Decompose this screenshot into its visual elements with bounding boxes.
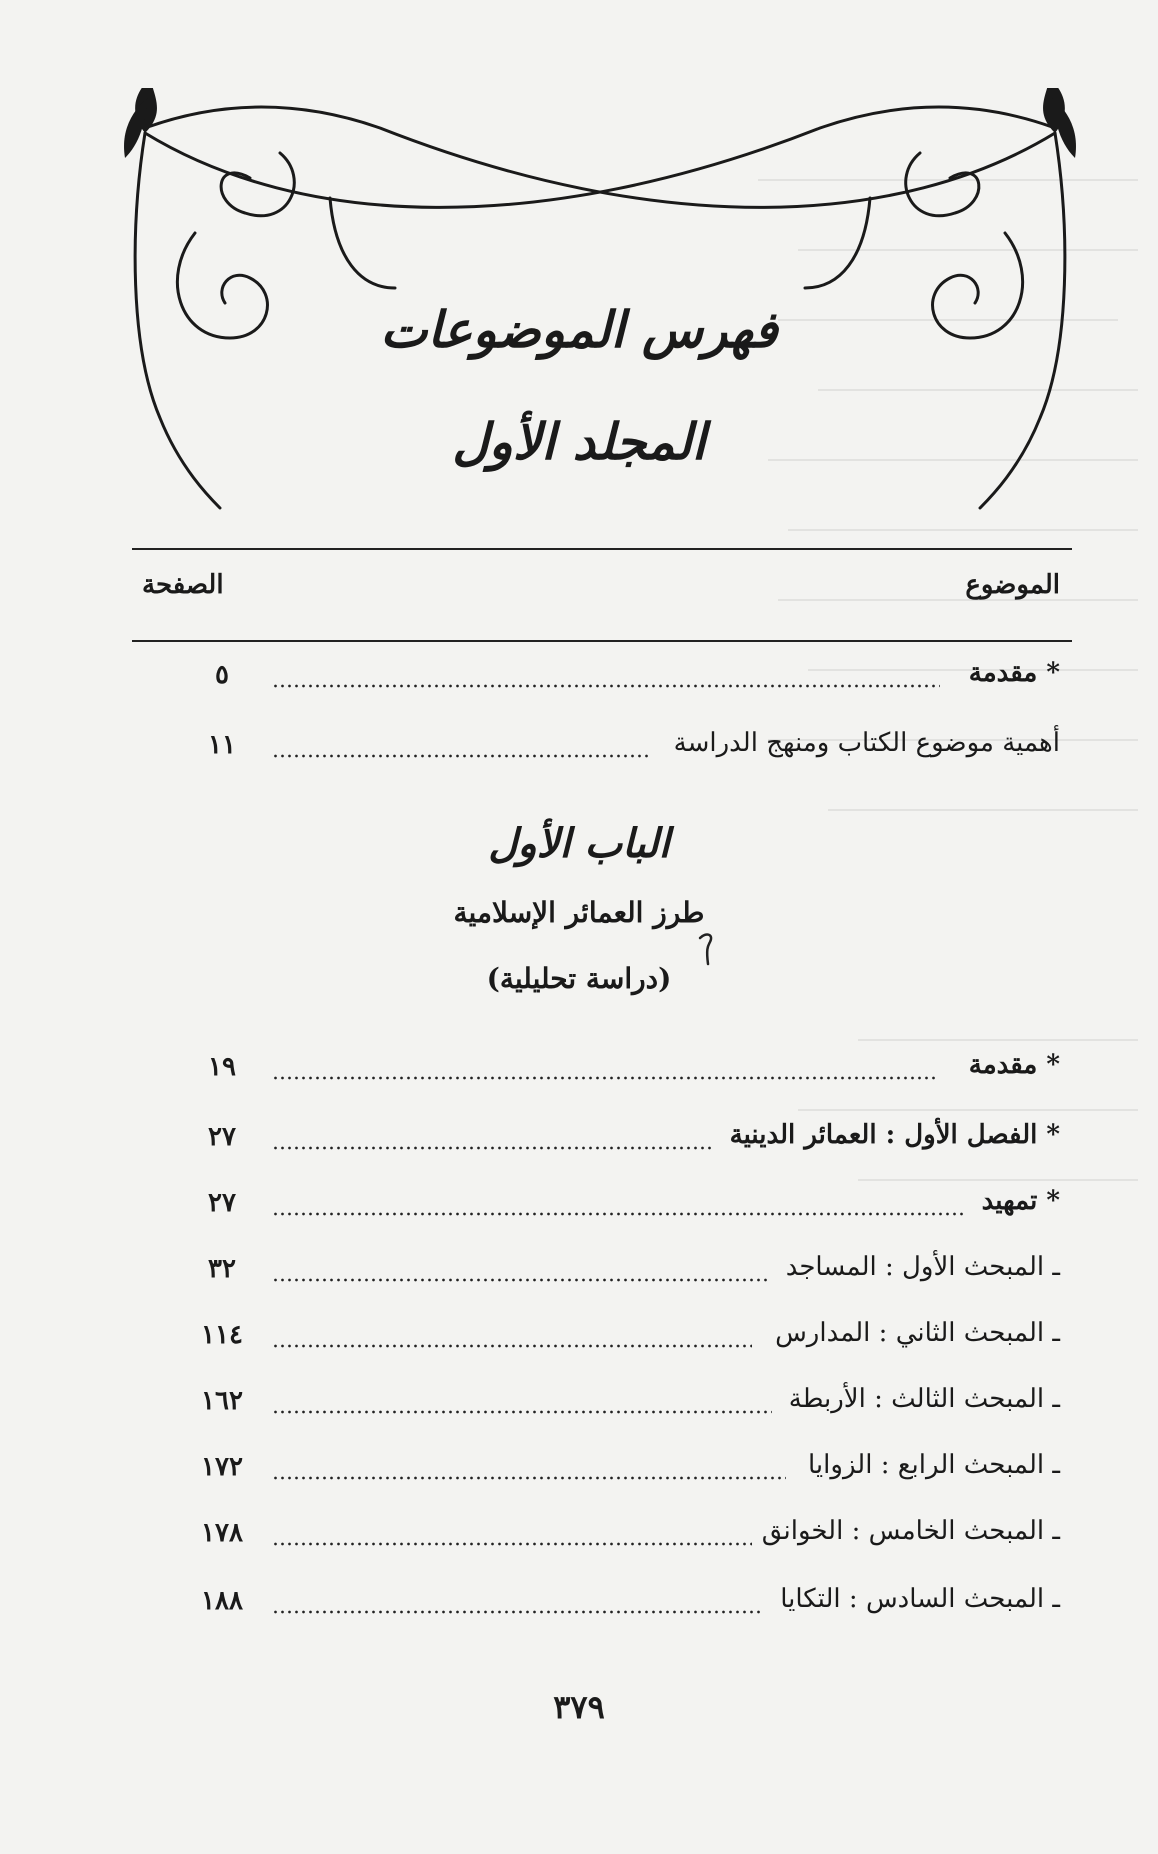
page-number: ٣٧٩ — [553, 1688, 605, 1726]
toc-entry-title: ـ المبحث الخامس : الخوانق — [761, 1516, 1060, 1546]
toc-entry-page: ١٨٨ — [201, 1586, 243, 1616]
toc-entry-page: ١٩ — [208, 1052, 236, 1082]
dot-leader — [272, 1278, 768, 1282]
toc-entry-title: أهمية موضوع الكتاب ومنهج الدراسة — [673, 728, 1060, 758]
dot-leader — [272, 1610, 762, 1614]
handwritten-mark-icon — [692, 928, 722, 968]
toc-entry[interactable] — [132, 728, 1072, 772]
part-label: الباب الأول — [488, 820, 670, 867]
dot-leader — [272, 1476, 786, 1480]
dot-leader — [272, 1410, 772, 1414]
toc-entry-page: ٣٢ — [208, 1254, 236, 1284]
toc-entry-title: ـ المبحث السادس : التكايا — [780, 1584, 1060, 1614]
dot-leader — [272, 1542, 752, 1546]
toc-entry-title: ـ المبحث الأول : المساجد — [785, 1252, 1060, 1282]
toc-entry-page: ١١ — [208, 730, 236, 760]
volume-title: المجلد الأول — [452, 412, 706, 471]
toc-entry-title: * مقدمة — [968, 1050, 1060, 1080]
dot-leader — [272, 1344, 752, 1348]
column-page-label: الصفحة — [142, 570, 224, 600]
dot-leader — [272, 1146, 712, 1150]
dot-leader — [272, 1076, 936, 1080]
toc-title: فهرس الموضوعات — [380, 300, 778, 359]
part-title: طرز العمائر الإسلامية — [453, 896, 705, 929]
dot-leader — [272, 1212, 964, 1216]
dot-leader — [272, 684, 940, 688]
toc-entry-title: * مقدمة — [968, 658, 1060, 688]
toc-entry-title: * الفصل الأول : العمائر الدينية — [729, 1120, 1060, 1150]
toc-entry-page: ١٦٢ — [201, 1386, 243, 1416]
toc-entry[interactable] — [132, 1120, 1072, 1164]
toc-entry-page: ١١٤ — [201, 1320, 243, 1350]
dot-leader — [272, 754, 648, 758]
header-bottom-rule — [132, 640, 1072, 642]
toc-entry[interactable] — [132, 1516, 1072, 1560]
toc-entry[interactable] — [132, 658, 1072, 702]
toc-entry-page: ٥ — [215, 660, 229, 690]
toc-entry-page: ١٧٨ — [201, 1518, 243, 1548]
toc-entry[interactable] — [132, 1318, 1072, 1362]
column-header — [132, 570, 1072, 616]
toc-entry-page: ٢٧ — [208, 1188, 236, 1218]
toc-entry-title: ـ المبحث الثاني : المدارس — [775, 1318, 1060, 1348]
part-subtitle: (دراسة تحليلية) — [486, 962, 672, 995]
toc-entry-title: ـ المبحث الرابع : الزوايا — [808, 1450, 1060, 1480]
toc-entry-title: ـ المبحث الثالث : الأربطة — [788, 1384, 1060, 1414]
toc-entry[interactable] — [132, 1252, 1072, 1296]
toc-entry[interactable] — [132, 1186, 1072, 1230]
toc-entry-page: ٢٧ — [208, 1122, 236, 1152]
toc-entry-title: * تمهيد — [981, 1186, 1060, 1216]
header-top-rule — [132, 548, 1072, 550]
toc-entry[interactable] — [132, 1584, 1072, 1628]
column-topic-label: الموضوع — [965, 570, 1060, 600]
toc-entry[interactable] — [132, 1384, 1072, 1428]
toc-entry[interactable] — [132, 1050, 1072, 1094]
toc-entry-page: ١٧٢ — [201, 1452, 243, 1482]
toc-entry[interactable] — [132, 1450, 1072, 1494]
